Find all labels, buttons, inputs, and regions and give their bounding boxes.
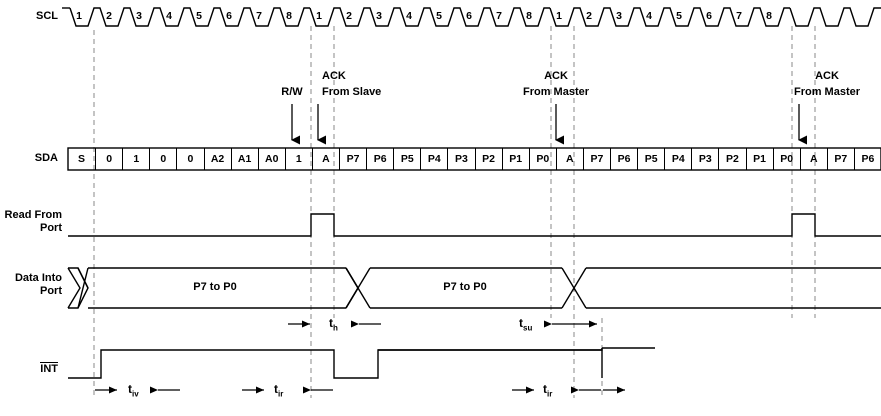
sda-bit-cell: A bbox=[556, 148, 583, 170]
scl-pulse-number: 1 bbox=[316, 10, 322, 22]
data-into-port-label-line1: Data Into bbox=[14, 272, 62, 284]
bus-label-1: P7 to P0 bbox=[193, 281, 237, 293]
sda-bit-cell: P1 bbox=[502, 148, 529, 170]
bus-label-2: P7 to P0 bbox=[443, 281, 487, 293]
sda-bit-cell: A0 bbox=[258, 148, 285, 170]
sda-bit-cell: S bbox=[78, 153, 86, 165]
scl-pulse-number: 2 bbox=[106, 10, 112, 22]
sda-bit-cell: P6 bbox=[366, 148, 393, 170]
sda-bit-cell: P4 bbox=[420, 148, 447, 170]
sda-bit-cell: P5 bbox=[637, 148, 664, 170]
sda-bit-cell: P3 bbox=[691, 148, 718, 170]
scl-pulse-number: 1 bbox=[76, 10, 82, 22]
sda-bit-cell: 0 bbox=[95, 148, 122, 170]
scl-pulse-number: 3 bbox=[376, 10, 382, 22]
sda-bit-cell: P0 bbox=[773, 148, 800, 170]
scl-pulse-number: 4 bbox=[646, 10, 652, 22]
ack-from-slave-line1: ACK bbox=[322, 70, 346, 82]
rw-annotation: R/W bbox=[281, 86, 303, 98]
scl-pulse-number: 6 bbox=[706, 10, 712, 22]
scl-pulse-number: 7 bbox=[736, 10, 742, 22]
sda-bit-cell: A1 bbox=[231, 148, 258, 170]
sda-bit-cell: P2 bbox=[475, 148, 502, 170]
ack-from-master-1-line2: From Master bbox=[522, 86, 590, 98]
scl-label: SCL bbox=[36, 10, 58, 22]
data-into-port-label-line2: Port bbox=[40, 285, 62, 297]
scl-pulse-number: 1 bbox=[556, 10, 562, 22]
sda-bit-cell: P4 bbox=[664, 148, 691, 170]
sda-bit-cell: A2 bbox=[204, 148, 231, 170]
t-ir-2-label: $t_{ir}$ bbox=[543, 382, 553, 399]
sda-bit-cell: A bbox=[800, 148, 827, 170]
sda-bit-cell: P7 bbox=[827, 148, 854, 170]
sda-bit-cell: P2 bbox=[718, 148, 745, 170]
scl-pulse-number: 5 bbox=[436, 10, 442, 22]
read-from-port-label-line1: Read From bbox=[4, 209, 62, 221]
scl-pulse-number: 2 bbox=[586, 10, 592, 22]
t-su-label: $t_{su}$ bbox=[519, 316, 533, 333]
scl-pulse-number: 4 bbox=[166, 10, 172, 22]
scl-pulse-number: 3 bbox=[616, 10, 622, 22]
scl-pulse-number: 6 bbox=[226, 10, 232, 22]
sda-label: SDA bbox=[34, 152, 58, 164]
sda-bit-cell: A bbox=[312, 148, 339, 170]
t-iv-label: $t_{iv}$ bbox=[128, 382, 139, 399]
int-label-text: INT bbox=[40, 363, 58, 375]
sda-bit-cell: P3 bbox=[447, 148, 474, 170]
sda-bit-cell: P6 bbox=[610, 148, 637, 170]
scl-pulse-number: 8 bbox=[526, 10, 532, 22]
sda-bit-cell: 1 bbox=[122, 148, 149, 170]
sda-bit-cell: P0 bbox=[529, 148, 556, 170]
scl-pulse-number: 3 bbox=[136, 10, 142, 22]
scl-pulse-number: 4 bbox=[406, 10, 412, 22]
sda-bit-cell: 0 bbox=[149, 148, 176, 170]
scl-pulse-number: 7 bbox=[256, 10, 262, 22]
ack-from-master-1-line1: ACK bbox=[544, 70, 568, 82]
sda-bit-cell: 0 bbox=[176, 148, 203, 170]
scl-pulse-number: 2 bbox=[346, 10, 352, 22]
scl-pulse-number: 8 bbox=[766, 10, 772, 22]
sda-bit-cell: P1 bbox=[746, 148, 773, 170]
ack-from-master-2-line1: ACK bbox=[815, 70, 839, 82]
read-from-port-label-line2: Port bbox=[40, 222, 62, 234]
sda-bit-cell: P7 bbox=[339, 148, 366, 170]
scl-pulse-number: 5 bbox=[676, 10, 682, 22]
sda-bit-cell: P5 bbox=[393, 148, 420, 170]
ack-from-master-2-line2: From Master bbox=[793, 86, 861, 98]
scl-pulse-number: 7 bbox=[496, 10, 502, 22]
ack-from-slave-line2: From Slave bbox=[322, 86, 382, 98]
int-label bbox=[6, 362, 58, 376]
t-h-label: $t_h$ bbox=[329, 316, 338, 333]
scl-pulse-number: 6 bbox=[466, 10, 472, 22]
sda-bit-cell: P7 bbox=[583, 148, 610, 170]
sda-bit-cell: P6 bbox=[854, 148, 881, 170]
scl-pulse-number: 8 bbox=[286, 10, 292, 22]
t-ir-1-label: $t_{ir}$ bbox=[274, 382, 284, 399]
scl-pulse-number: 5 bbox=[196, 10, 202, 22]
sda-bit-cell: 1 bbox=[285, 148, 312, 170]
